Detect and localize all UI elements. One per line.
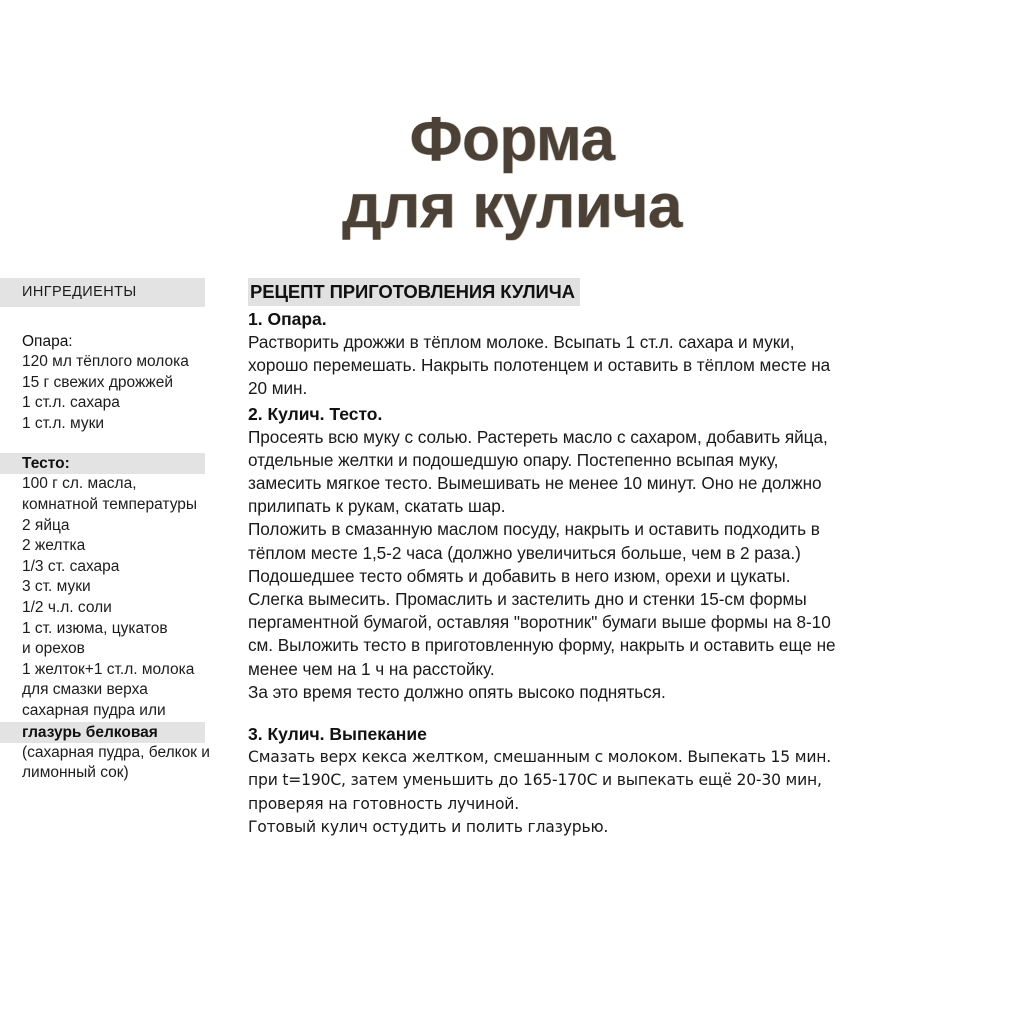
- text-line: замесить мягкое тесто. Вымешивать не менее 10 минут. Оно не должно: [248, 473, 822, 494]
- list-item: сахарная пудра или: [22, 701, 166, 719]
- step-2-paragraph-2: [248, 518, 1016, 680]
- ingredient-list-opara: [0, 352, 240, 434]
- text-line: Растворить дрожжи в тёплом молоке. Всыпать 1 ст.л. сахара и муки,: [248, 332, 795, 352]
- list-item: и орехов: [22, 640, 85, 658]
- step-3-paragraph-1: [248, 746, 1016, 816]
- step-2-paragraph-1: [248, 426, 1016, 519]
- step-1-paragraph: [248, 331, 1016, 401]
- step-title-3: 3. Кулич. Выпекание: [248, 724, 427, 745]
- list-item: 1/2 ч.л. соли: [22, 598, 112, 616]
- text-line: хорошо перемешать. Накрыть полотенцем и оставить в тёплом месте на: [248, 355, 831, 376]
- list-item: лимонный сок): [22, 764, 129, 782]
- ingredient-group-title: Опара:: [22, 333, 73, 350]
- list-item: (сахарная пудра, белкок и: [22, 743, 210, 761]
- ingredient-group-title: Тесто:: [0, 453, 205, 474]
- ingredients-heading: ИНГРЕДИЕНТЫ: [0, 278, 205, 307]
- step-title-2: 2. Кулич. Тесто.: [248, 403, 383, 424]
- text-line: отдельные желтки и подошедшую опару. Постепенно всыпая муку,: [248, 449, 779, 470]
- ingredient-list-testo: [0, 474, 240, 721]
- text-line: Положить в смазанную маслом посуду, накрыть и оставить подходить в: [248, 519, 820, 540]
- glaze-note: [0, 743, 240, 784]
- ingredient-group-testo: [0, 453, 240, 783]
- list-item: 2 желтка: [22, 537, 86, 555]
- spacer: [0, 434, 240, 453]
- text-line: тёплом месте 1,5-2 часа (должно увеличиться больше, чем в 2 раза.): [248, 542, 801, 563]
- text-line: см. Выложить тесто в приготовленную форму, накрыть и оставить еще не: [248, 635, 836, 656]
- text-line: пергаментной бумагой, оставляя "воротник" бумаги выше формы на 8-10: [248, 612, 831, 633]
- list-item: 1 ст.л. сахара: [22, 394, 120, 412]
- text-line: менее чем на 1 ч на расстойку.: [248, 658, 495, 679]
- text-line: прилипать к рукам, скатать шар.: [248, 496, 506, 517]
- text-line: Слегка вымесить. Промаслить и застелить дно и стенки 15-см формы: [248, 589, 807, 610]
- title-line-1: Форма: [409, 105, 615, 174]
- glaze-highlight: глазурь белковая: [0, 722, 205, 743]
- ingredients-sidebar: [0, 278, 240, 784]
- recipe-main: [248, 278, 1016, 840]
- list-item: 2 яйца: [22, 516, 70, 534]
- list-item: 3 ст. муки: [22, 578, 91, 596]
- text-line: при t=190С, затем уменьшить до 165-170С и выпекать ещё 20-30 мин,: [248, 771, 822, 790]
- spacer: [0, 307, 240, 331]
- list-item: 1 ст. изюма, цукатов: [22, 619, 168, 637]
- text-line: Просеять всю муку с солью. Растереть масло с сахаром, добавить яйца,: [248, 426, 828, 447]
- ingredient-group-opara: [0, 331, 240, 434]
- list-item: 1 ст.л. муки: [22, 414, 105, 432]
- recipe-heading-wrap: [248, 278, 1016, 306]
- text-line: Смазать верх кекса желтком, смешанным с молоком. Выпекать 15 мин.: [248, 748, 832, 767]
- text-line: 20 мин.: [248, 378, 308, 399]
- step-3-paragraph-2: [248, 816, 1016, 839]
- step-2-paragraph-3: [248, 681, 1016, 704]
- title-line-2: для кулича: [342, 172, 682, 242]
- list-item: 1/3 ст. сахара: [22, 557, 120, 575]
- list-item: 15 г свежих дрожжей: [22, 373, 173, 391]
- list-item: для смазки верха: [22, 681, 148, 699]
- list-item: 1 желток+1 ст.л. молока: [22, 660, 195, 678]
- recipe-heading: РЕЦЕПТ ПРИГОТОВЛЕНИЯ КУЛИЧА: [248, 278, 580, 306]
- text-line: За это время тесто должно опять высоко подняться.: [248, 681, 666, 702]
- list-item: 100 г сл. масла,: [22, 475, 137, 493]
- text-line: Подошедшее тесто обмять и добавить в него изюм, орехи и цукаты.: [248, 565, 791, 586]
- list-item: комнатной температуры: [22, 495, 198, 513]
- step-title-1: 1. Опара.: [248, 309, 327, 329]
- text-line: проверяя на готовность лучиной.: [248, 794, 520, 813]
- list-item: 120 мл тёплого молока: [22, 353, 189, 370]
- text-line: Готовый кулич остудить и полить глазурью.: [248, 818, 609, 837]
- document-title: [0, 105, 1024, 242]
